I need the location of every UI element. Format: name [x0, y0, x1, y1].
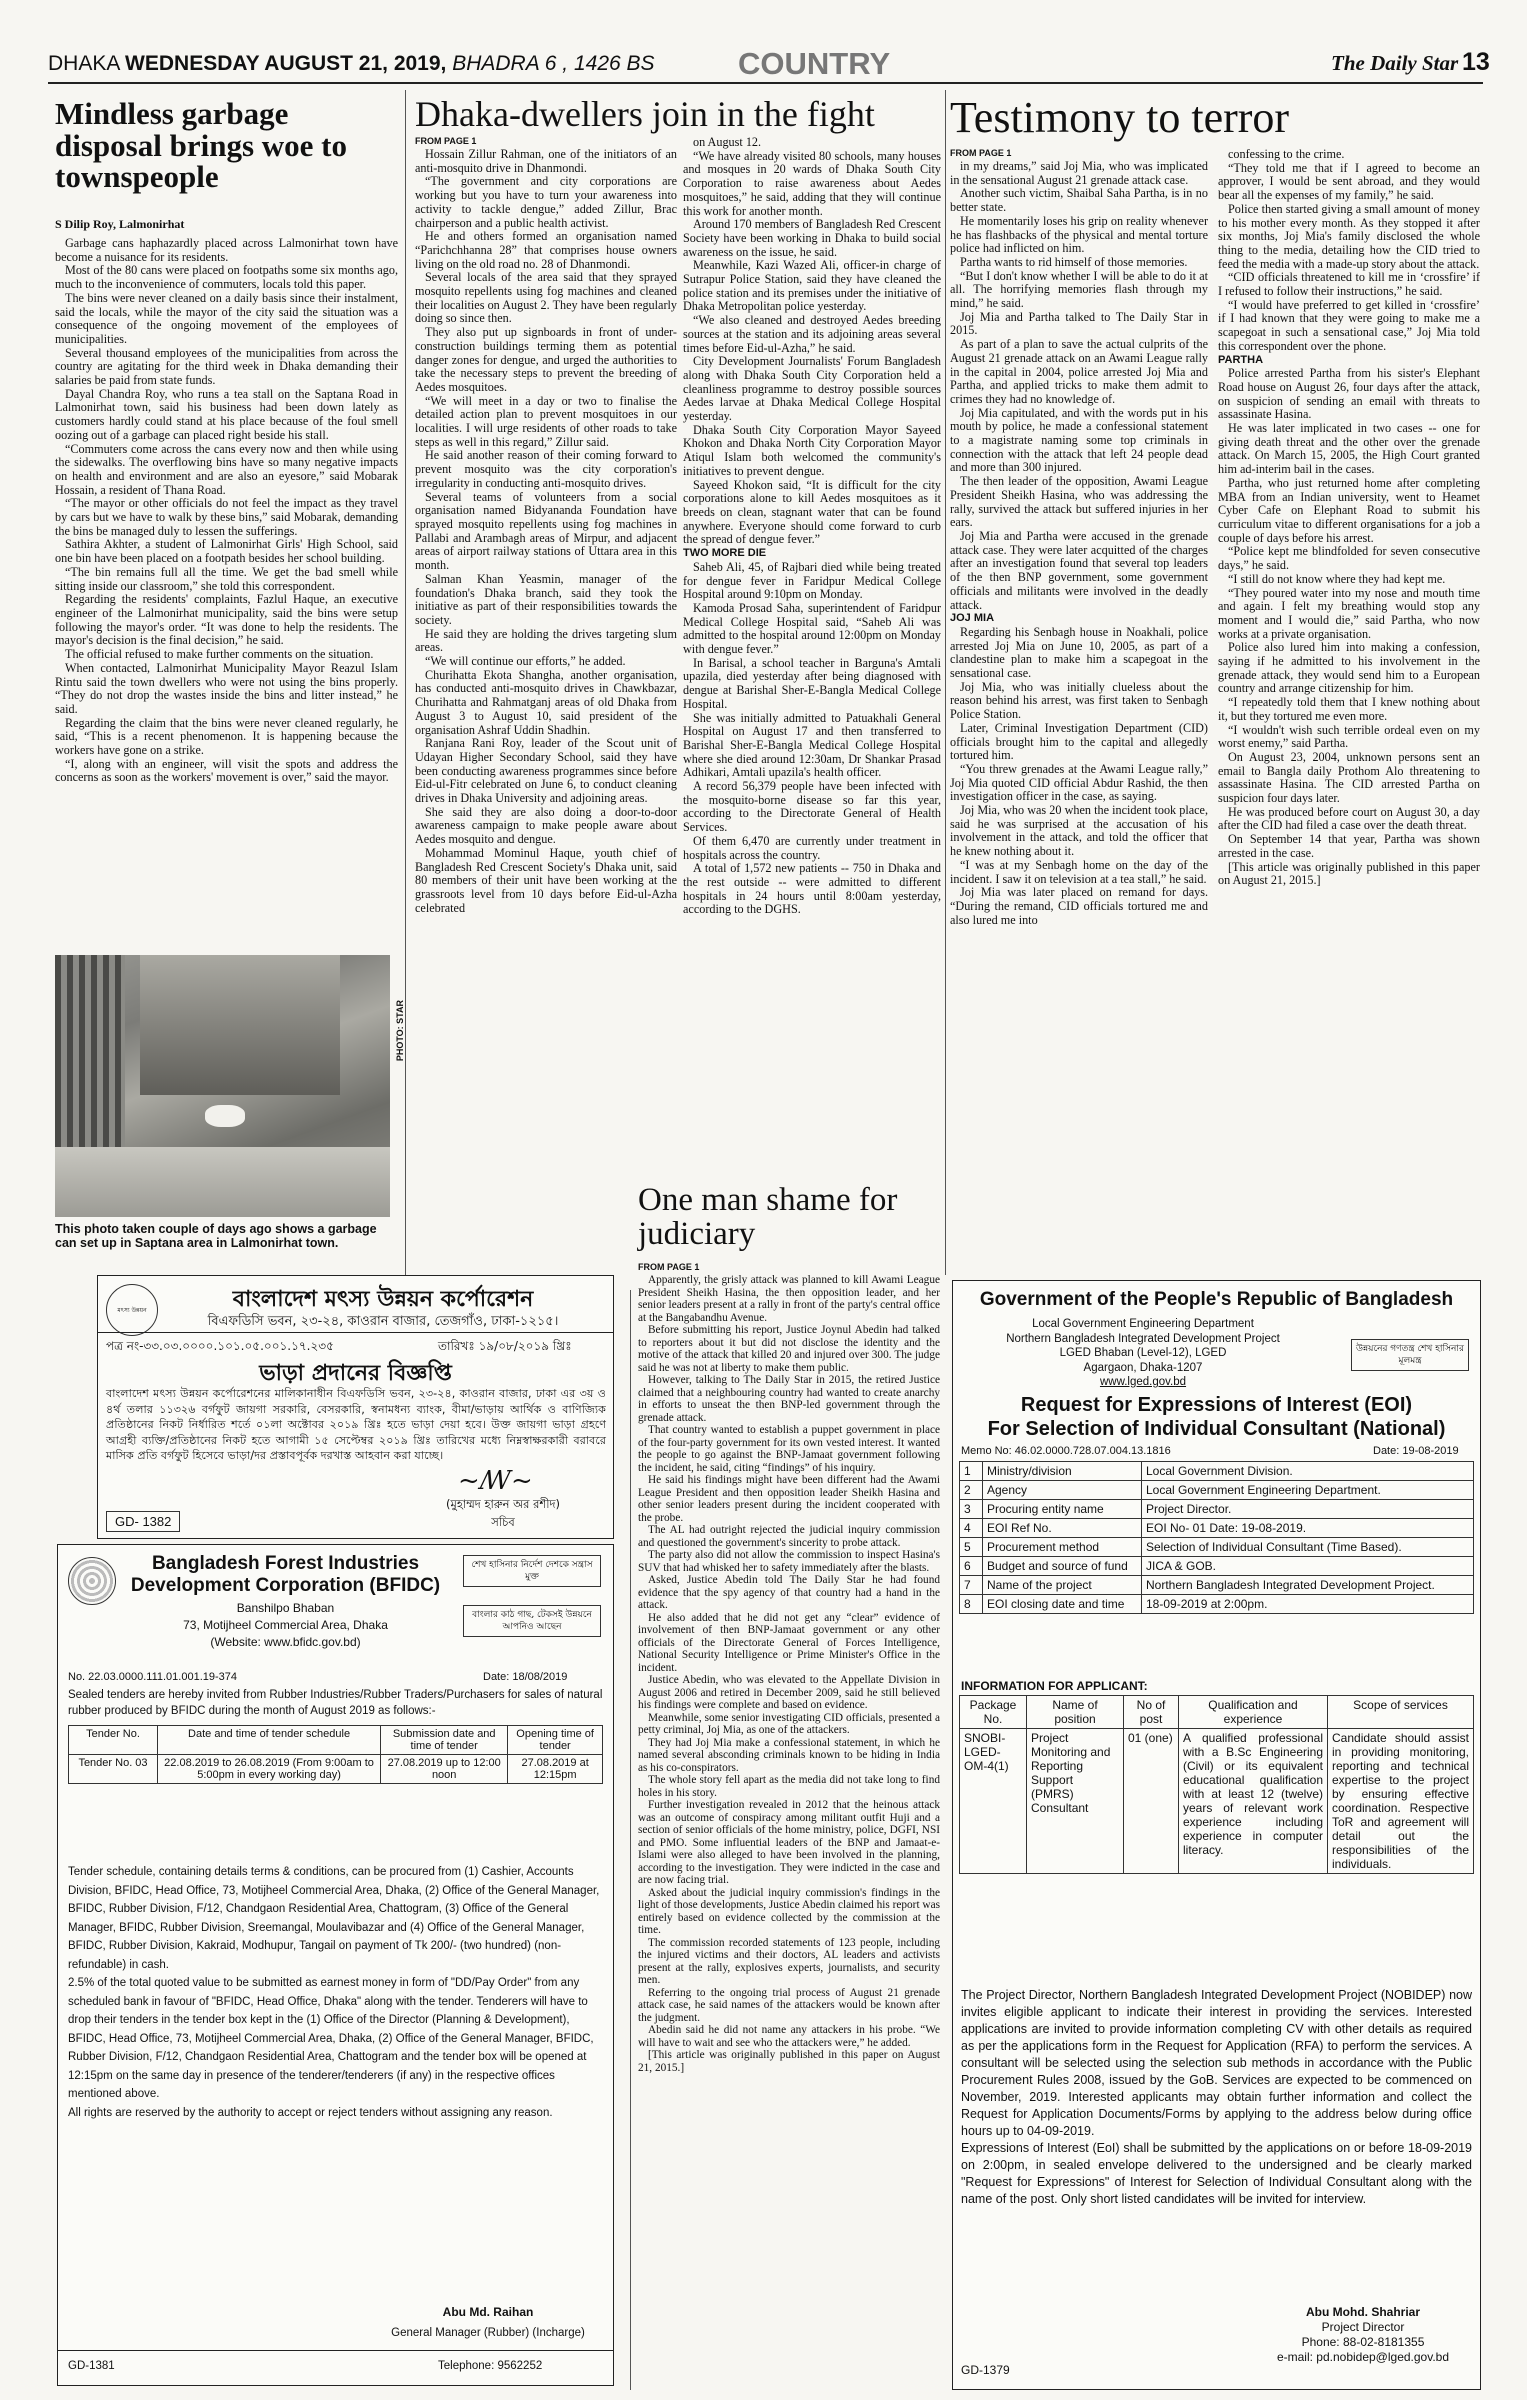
ad-memo: Memo No: 46.02.0000.728.07.004.13.1816: [961, 1445, 1171, 1457]
ad-body: The Project Director, Northern Bangladesh Integrated Development Project (NOBIDEP) now invites eligible applicant to indicate their interest in providing the services. Interested applications are invited to provide information completing CV with other details as required as per the applications form in the Request for Application (RFA) to perform the services. A consultant will be selected using the selection sub methods in accordance with the Public Procurement Rules 2008, issued by the GoB. Services are expected to be commenced on November, 2019. Interested applicants may obtain further information and collect the Request for Application Documents/Forms by applying to the address below during office hours up to 04-09-2019. Expressions of Interest (EoI) shall be submitted by the applications on or before 18-09-2019 on 2:00pm, in sealed envelope delivered to the undersigned and be clearly marked "Request for Expressions" of Interest for Selection of Individual Consultant along with the name of the post. Only short listed candidates will be invited for interview.: [961, 1988, 1472, 2206]
slogan-box: বাংলার কাঠ গাছ, টেকসই উন্নয়নে আপনিও আছেন: [463, 1605, 601, 1637]
table-row: 1 Ministry/division Local Government Division.: [960, 1462, 1474, 1481]
dateline: DHAKA WEDNESDAY AUGUST 21, 2019, BHADRA 6 , 1426 BS: [48, 52, 655, 75]
ad-date: Date: 18/08/2019: [483, 1671, 568, 1683]
ad-designation: সচিব: [491, 1515, 515, 1529]
gd-number: GD-1379: [961, 2363, 1010, 2377]
ad-signature-block: Abu Mohd. Shahriar Project Director Phone: 88-02-8181355 e-mail: pd.nobidep@lged.gov.bd: [1276, 2305, 1450, 2364]
article-body: Apparently, the grisly attack was planned to kill Awami League President Sheikh Hasina, the then opposition leader, and her senior leaders present at a rally in front of the party's central office at the Bangabandhu Avenue. Before submitting his report, Justice Joynul Abedin had talked to reporters about it but did not disclose the identity and the motive of the attack that killed 20 and injured over 300. The judge said he was not at liberty to make them public. However, talking to The Daily Star in 2015, the retired Justice claimed that a neighbouring country had wanted to create anarchy in efforts to unseat the then BNP-led government through the grenade attack. That country wanted to establish a puppet government in place of the four-party government for its own vested interest. It wanted the people to go against the BNP-Jamaat government following the incident, he said, citing “findings” of his inquiry. He said his findings might have been different had the Awami League President and then opposition leader Sheikh Hasina and other senior leaders present during the incident cooperated with the probe. The AL had outright rejected the judicial inquiry commission and questioned the government's sincerity to probe attack. The party also did not allow the commission to inspect Hasina's SUV that had whisked her to safety immediately after the blasts. Asked, Justice Abedin told The Daily Star he had found evidence that the spy agency of that country had a hand in the attack. He also added that he did not get any “clear” evidence of involvement of then BNP-Jamaat government or any other officials of the Directorate General of Forces Intelligence, National Security Intelligence or Prime Minister's Office in the incident. Justice Abedin, who was elevated to the Appellate Division in August 2006 and retired in December 2009, said he still believed his findings were complete and based on evidence. Meanwhile, some senior investigating CID officials, presented a petty criminal, Joj Mia, as one of the attackers. They had Joj Mia make a confessional statement, in which he named several absconding criminals known to be hiding in India as his co-conspirators. The whole story fell apart as the media did not take long to find holes in his story. Further investigation revealed in 2012 that the heinous attack was an outcome of conspiracy among militant outfit Huji and a section of senior officials of the home ministry, police, DGFI, NSI and PMO. Some influential leaders of the BNP and Jamaat-e-Islami were also alleged to have been involved in the planning, according to the investigation. They were indicted in the case and are now facing trial. Asked about the judicial inquiry commission's findings in the light of those developments, Justice Abedin claimed his report was entirely based on evidence collected by the commission at the time. The commission recorded statements of 123 people, including the injured victims and their doctors, AL leaders and activists present at the rally, explosives experts, journalists, and security men. Referring to the ongoing trial process of August 21 grenade attack case, he said names of the attackers would be known after the judgment. Abedin said he did not name any attackers in his probe. “We will have to wait and see who the attackers were,” he added. [This article was originally published in this paper on August 21, 2015.]: [638, 1274, 940, 2074]
ad-body: বাংলাদেশ মৎস্য উন্নয়ন কর্পোরেশনের মালিকানাধীন বিএফডিসি ভবন, ২৩-২৪, কাওরান বাজার, ঢাকা এর ৩য় ও ৪র্থ তলার ১১৩২৬ বর্গফুট জায়গা সরকারি, বেসরকারি, স্বনামধন্য ব্যাংক, বীমা/ভাড়ায় আর্থিক ও বাণিজ্যিক প্রতিষ্ঠানের নিকট নির্ধারিত শর্তে ০১লা অক্টোবর ২০১৯ খ্রিঃ হতে ভাড়া দেয়া হবে। উক্ত জায়গা ভাড়া গ্রহণে আগ্রহী ব্যক্তি/প্রতিষ্ঠানের নিকট হতে আগামী ১৫ সেপ্টেম্বর ২০১৯ খ্রিঃ তারিখের মধ্যে নিম্নস্বাক্ষরকারী বরাবরে মাসিক প্রতি বর্গফুট হিসেবে ভাড়া/দর প্রস্তাবপূর্বক দরখাস্ত আহবান করা যাচ্ছে।: [106, 1387, 606, 1462]
ad-memo: পত্র নং-৩৩.০৩.০০০০.১০১.০৫.০০১.১৭.২৩৫: [106, 1339, 334, 1353]
bfdc-logo: মৎস্য উন্নয়ন: [106, 1284, 158, 1336]
table-row: 3 Procuring entity name Project Director.: [960, 1500, 1474, 1519]
column-rule: [405, 90, 406, 1285]
ad-signer: (মুহাম্মদ হারুন অর রশীদ): [445, 1497, 561, 1511]
column-rule: [630, 1290, 631, 2390]
article-headline: One man shame for judiciary: [638, 1182, 898, 1252]
masthead-rule: [48, 82, 1483, 84]
ad-address: বিএফডিসি ভবন, ২৩-২৪, কাওরান বাজার, তেজগাঁও, ঢাকা-১২১৫।: [207, 1314, 559, 1329]
page-number: 13: [1462, 48, 1490, 76]
article-body: on August 12. “We have already visited 80 schools, many houses and mosques in 20 wards of Dhaka South City Corporation to raise awareness about Aedes mosquitoes,” he said, adding that they will continue this work for another month. Around 170 members of Bangladesh Red Crescent Society have been working in Dhaka to build social awareness on the issue, he said. Meanwhile, Kazi Wazed Ali, officer-in charge of Sutrapur Police Station, said they have cleaned the police station and its premises under the initiative of Dhaka Metropolitan police yesterday. “We also cleaned and destroyed Aedes breeding sources at the station and its adjoining areas several times before Eid-ul-Azha,” he said. City Development Journalists' Forum Bangladesh along with Dhaka South City Corporation held a cleanliness programme to destroy possible sources Aedes larvae at Dhaka Medical College Hospital yesterday. Dhaka South City Corporation Mayor Sayeed Khokon and Dhaka North City Corporation Mayor Atiqul Islam both welcomed the community's initiatives to prevent dengue. Sayeed Khokon said, “It is difficult for the city corporations alone to kill Aedes mosquitoes as it breeds on clean, stagnant water that can be found anywhere. Everyone should come forward to curb the spread of dengue fever.” TWO MORE DIE Saheb Ali, 45, of Rajbari died while being treated for dengue fever in Faridpur Medical College Hospital around 9:10pm on Monday. Kamoda Prosad Saha, superintendent of Faridpur Medical College Hospital said, “Saheb Ali was admitted to the hospital around 12:00pm on Monday with dengue fever.” In Barisal, a school teacher in Barguna's Amtali upazila, died yesterday after being diagnosed with dengue at Barishal Sher-E-Bangla Medical College Hospital. She was initially admitted to Patuakhali General Hospital on August 17 and then transferred to Barishal Sher-E-Bangla Medical College Hospital where she died around 12:30am, Dr Shankar Prasad Adhikari, Amtali upazila's health officer. A record 56,379 people have been infected with the mosquito-borne disease so far this year, according to the Directorate General of Health Services. Of them 6,470 are currently under treatment in hospitals across the country. A total of 1,572 new patients -- 750 in Dhaka and the rest outside -- were admitted to different hospitals in 24 hours until 8:00am yesterday, according to the DGHS.: [683, 136, 941, 917]
article-photo: [55, 955, 390, 1217]
gd-number: GD- 1382: [106, 1511, 180, 1532]
position-table: [959, 1695, 1474, 1874]
article-headline: Mindless garbage disposal brings woe to townspeople: [55, 96, 347, 195]
article-byline: S Dilip Roy, Lalmonirhat: [55, 217, 185, 231]
ad-designation: General Manager (Rubber) (Incharge): [391, 2327, 585, 2339]
tender-table: [68, 1725, 603, 1784]
article-jump: FROM PAGE 1: [415, 136, 477, 146]
article-jump: FROM PAGE 1: [950, 148, 1012, 158]
table-row: 7 Name of the project Northern Bangladesh Integrated Development Project.: [960, 1576, 1474, 1595]
ad-intro: Sealed tenders are hereby invited from Rubber Industries/Rubber Traders/Purchasers for sales of natural rubber produced by BFIDC during the month of August 2019 as follows:-: [68, 1689, 603, 1717]
ad-date: তারিখঃ ১৯/০৮/২০১৯ খ্রিঃ: [438, 1339, 572, 1353]
table-row: 2 Agency Local Government Engineering Department.: [960, 1481, 1474, 1500]
table-header-row: Package No. Name of position No of post Qualification and experience Scope of services: [960, 1696, 1474, 1729]
masthead: [48, 42, 1490, 82]
gd-number: GD-1381: [68, 2360, 115, 2372]
ad-body: Tender schedule, containing details terms & conditions, can be procured from (1) Cashier, Accounts Division, BFIDC, Head Office, 73, Motijheel Commercial Area, Dhaka, (2) Office of the General Manager, BFIDC, Rubber Division, F/12, Chandgaon Residential Area, Chattogram, (3) Office of the General Manager, BFIDC, Rubber Division, Sreemangal, Moulavibazar and (4) Office of the General Manager, BFIDC, Rubber Division, Kakraid, Modhupur, Tangail on payment of Tk 200/- (two hundred) (non-refundable) in cash. 2.5% of the total quoted value to be submitted as earnest money in form of "DD/Pay Order" from any scheduled bank in favour of "BFIDC, Head Office, Dhaka" along with the tender. Tenderers will have to drop their tenders in the tender box kept in the (1) Office of the Director (Planning & Development), BFIDC, Head Office, 73, Motijheel Commercial Area, Dhaka, (2) Office of the General Manager, BFIDC, Rubber Division, F/12, Chandgaon Residential Area, Chattogram and the tender box will be opened at 12:15pm on the same day in presence of the tenderer/tenderers (if any) in the respective offices mentioned above. All rights are reserved by the authority to accept or reject tenders without assigning any reason.: [68, 1866, 600, 2119]
ad-bfdc-rent-notice: [97, 1275, 614, 1539]
slogan-box: উন্নয়নের গণতন্ত্র শেখ হাসিনার মূলমন্ত্র: [1351, 1339, 1469, 1371]
info-header: INFORMATION FOR APPLICANT:: [961, 1679, 1148, 1693]
column-rule: [945, 90, 946, 1275]
ad-title: Bangladesh Forest Industries Development Corporation (BFIDC): [130, 1553, 441, 1596]
section-label: COUNTRY: [738, 46, 891, 81]
ad-signer: Abu Md. Raihan: [442, 2305, 534, 2319]
ad-address: Local Government Engineering Department Northern Bangladesh Integrated Development Project LGED Bhaban (Level-12), LGED Agargaon, Dhaka-1207 www.lged.gov.bd: [1006, 1318, 1280, 1388]
table-row: Tender No. 03 22.08.2019 to 26.08.2019 (From 9:00am to 5:00pm in every working day) 27.08.2019 up to 12:00 noon 27.08.2019 at 12:15pm: [69, 1755, 603, 1784]
ad-title: Government of the People's Republic of Bangladesh: [979, 1289, 1454, 1310]
eoi-table: [959, 1461, 1474, 1614]
ad-phone: Telephone: 9562252: [438, 2360, 543, 2372]
table-row: 8 EOI closing date and time 18-09-2019 at 2:00pm.: [960, 1595, 1474, 1614]
table-row: 6 Budget and source of fund JICA & GOB.: [960, 1557, 1474, 1576]
ad-lged-eoi: [952, 1280, 1481, 2390]
article-headline: Testimony to terror: [950, 93, 1290, 142]
subhead: PARTHA: [1218, 353, 1264, 366]
photo-caption: This photo taken couple of days ago shows a garbage can set up in Saptana area in Lalmonirhat town.: [55, 1222, 377, 1250]
ad-title: বাংলাদেশ মৎস্য উন্নয়ন কর্পোরেশন: [232, 1287, 534, 1312]
ad-memo: No. 22.03.0000.111.01.001.19-374: [68, 1671, 238, 1683]
table-row: 4 EOI Ref No. EOI No- 01 Date: 19-08-2019.: [960, 1519, 1474, 1538]
article-jump: FROM PAGE 1: [638, 1262, 700, 1272]
paper-logo: The Daily Star: [1331, 51, 1459, 75]
subhead: JOJ MIA: [950, 612, 995, 625]
ad-date: Date: 19-08-2019: [1373, 1445, 1459, 1457]
table-header-row: Tender No. Date and time of tender schedule Submission date and time of tender Opening time of tender: [69, 1726, 603, 1755]
article-body: confessing to the crime. “They told me that if I agreed to become an approver, I would be sent abroad, and they would bear all the expenses of my family,” he said. Police then started giving a small amount of money to his mother every month. As they stopped it after six months, Joj Mia's family disclosed the whole thing to the media, detailing how the CID tried to feed the media with a made-up story about the attack. “CID officials threatened to kill me in ‘crossfire’ if I refused to follow their instructions,” he said. “I would have preferred to get killed in ‘crossfire’ if I had known that they were going to make me a scapegoat in such a sensational case,” Joj Mia told this correspondent over the phone. PARTHA Police arrested Partha from his sister's Elephant Road house on August 26, four days after the attack, on suspicion of sending an email with threats to assassinate Hasina. He was later implicated in two cases -- one for giving death threat and the other over the grenade attack. On March 15, 2005, the High Court granted him ad-interim bail in the cases. Partha, who just returned home after completing MBA from an Indian university, went to Heamet Cyber Cafe on Elephant Road to submit his curriculum vitae to different organisations for a job a couple of days before his arrest. “Police kept me blindfolded for seven consecutive days,” he said. “I still do not know where they had kept me. “They poured water into my nose and mouth time and again. I felt my breathing would stop any moment and I would die,” said Partha, who now works at a private organisation. Police also lured him into making a confession, saying if he admitted to his involvement in the grenade attack, they would send him to a European country and arrange citizenship for him. “I repeatedly told them that I knew nothing about it, but they tortured me even more. “I wouldn't wish such terrible ordeal even on my worst enemy,” said Partha. On August 23, 2004, unknown persons sent an email to Bangla daily Prothom Alo threatening to assassinate Hasina. The CID arrested Partha on suspicion four days later. He was produced before court on August 30, a day after the CID had filed a case over the death threat. On September 14 that year, Partha was shown arrested in the case. [This article was originally published in this paper on August 21, 2015.]: [1218, 148, 1480, 888]
subhead: TWO MORE DIE: [683, 547, 767, 560]
slogan-box: শেখ হাসিনার নির্দেশ দেশকে সন্ত্রাস মুক্ত: [463, 1555, 601, 1587]
ad-request-title: Request for Expressions of Interest (EOI) For Selection of Individual Consultant (National): [987, 1394, 1446, 1440]
signature: ~ꟿ~: [458, 1466, 533, 1496]
article-body: Garbage cans haphazardly placed across Lalmonirhat town have become a nuisance for its residents. Most of the 80 cans were placed on footpaths some six months ago, much to the inconvenience of commuters, locals told this paper. The bins were never cleaned on a daily basis since their instalment, said the locals, while the mayor of the city said the situation was a consequence of the ongoing movement of the employees of municipalities. Several thousand employees of the municipalities from across the country are agitating for the third week in Dhaka demanding their salaries be paid from state funds. Dayal Chandra Roy, who runs a tea stall on the Saptana Road in Lalmonirhat town, said his business had been down lately as customers hardly could stand at his place because of the foul smell oozing out of a garbage can placed right beside his stall. “Commuters come across the cans every now and then while using the sidewalks. The overflowing bins have so many negative impacts on health and environment and are also an eyesore,” said Mobarak Hossain, a resident of Thana Road. “The mayor or other officials do not feel the impact as they travel by cars but we have to walk by these bins,” said Mobarak, demanding the bins be managed duly to lessen the sufferings. Sathira Akhter, a student of Lalmonirhat Girls' High School, said one bin have been placed on a footpath besides her school building. “The bin remains full all the time. We get the bad smell while sitting inside our classroom,” she told this correspondent. Regarding the residents' complaints, Fazlul Haque, an executive engineer of the Lalmonirhat municipality, said the bins were setup following the mayor's order. “It was done to help the residents. The mayor's decision is the final decision,” he said. The official refused to make further comments on the situation. When contacted, Lalmonirhat Municipality Mayor Reazul Islam Rintu said the town dwellers who were not using the bins properly. “They do not drop the wastes inside the bins and litter instead,” he said. Regarding the claim that the bins were never cleaned regularly, he said, “This is a recent phenomenon. It is happening because the workers have gone on a strike. “I, along with an engineer, will visit the spots and address the concerns as soon as the workers' movement is over,” said the mayor.: [55, 237, 398, 785]
ad-notice-title: ভাড়া প্রদানের বিজ্ঞপ্তি: [259, 1361, 452, 1386]
bfidc-logo: [68, 1557, 116, 1605]
article-headline: Dhaka-dwellers join in the fight: [415, 94, 875, 134]
article-body: in my dreams,” said Joj Mia, who was implicated in the sensational August 21 grenade attack case. Another such victim, Shaibal Saha Partha, is in no better state. He momentarily loses his grip on reality whenever he has flashbacks of the physical and mental torture police had inflicted on him. Partha wants to rid himself of those memories. “But I don't know whether I will be able to do it at all. The horrifying memories flash through my mind,” he said. Joj Mia and Partha talked to The Daily Star in 2015. As part of a plan to save the actual culprits of the August 21 grenade attack on an Awami League rally in the capital in 2004, police arrested Joj Mia and Partha, and applied tricks to make them admit to crimes they had no knowledge of. Joj Mia capitulated, and with the words put in his mouth by police, he made a confessional statement to a magistrate naming some top criminals in connection with the attack that left 24 people dead and more than 300 injured. The then leader of the opposition, Awami League President Sheikh Hasina, who was addressing the rally, survived the attack but suffered injuries in her ears. Joj Mia and Partha were accused in the grenade attack case. They were later acquitted of the charges after an investigation found that several top leaders of the then BNP government, some government officials and militants were involved in the deadly attack. JOJ MIA Regarding his Senbagh house in Noakhali, police arrested Joj Mia on June 10, 2005, as part of a clandestine plan to make him a scapegoat in the sensational case. Joj Mia, who was initially clueless about the reason behind his arrest, was first taken to Senbagh Police Station. Later, Criminal Investigation Department (CID) officials brought him to the capital and allegedly tortured him. “You threw grenades at the Awami League rally,” Joj Mia quoted CID official Abdur Rashid, the then investigation officer in the case, as saying. Joj Mia, who was 20 when the incident took place, said he was surprised at the accusation of his involvement in the attack, and told the officer that he knew nothing about it. “I was at my Senbagh home on the day of the incident. I saw it on television at a tea stall,” he said. Joj Mia was later placed on remand for days. “During the remand, CID officials tortured me and also lured me into: [950, 160, 1208, 927]
article-body: Hossain Zillur Rahman, one of the initiators of an anti-mosquito drive in Dhanmondi. “The government and city corporations are working but you have to turn your awareness into activity to tackle dengue,” added Zillur, Brac chairperson and a public health activist. He and others formed an organisation named “Parichchhanna 28” that comprises house owners living on the old road no. 28 of Dhanmondi. Several locals of the area said that they sprayed mosquito repellents using fog machines and cleaned their localities on August 2. They have been regularly doing so since then. They also put up signboards in front of under-construction buildings terming them as potential danger zones for dengue, and urged the authorities to take the necessary steps to prevent the breeding of Aedes mosquitoes. “We will meet in a day or two to finalise the detailed action plan to prevent mosquitoes in our localities. I will urge residents of other roads to take steps as well in this regard,” Zillur said. He said another reason of their coming forward to prevent mosquito was the city corporation's irregularity in conducting anti-mosquito drives. Several teams of volunteers from a social organisation named Bidyananda Foundation have sprayed mosquito repellents using fog machines in Pallabi and Arambagh areas of Mirpur, and adjacent areas of airport railway stations of Uttara area in this month. Salman Khan Yeasmin, manager of the foundation's Dhaka branch, said they took the initiative as part of their responsibilities towards the society. He said they are holding the drives targeting slum areas. “We will continue our efforts,” he added. Churihatta Ekota Shangha, another organisation, has conducted anti-mosquito drives in Chawkbazar, Churihatta and Rahmatganj areas of old Dhaka from August 3 to August 10, said president of the organisation Ashraf Uddin Shadhin. Ranjana Rani Roy, leader of the Scout unit of Udayan Higher Secondary School, said they have been conducting awareness programmes since before Eid-ul-Fitr celebrated on June 6, to conduct cleaning drives in Dhaka University and adjoining areas. She said they are also doing a door-to-door awareness campaign to make people aware about Aedes mosquito and dengue. Mohammad Mominul Haque, youth chief of Bangladesh Red Crescent Society's Dhaka unit, said 80 members of their unit have been working at the grassroots level from 10 days before Eid-ul-Azha celebrated: [415, 148, 677, 915]
table-row: SNOBI-LGED-OM-4(1) Project Monitoring and Reporting Support (PMRS) Consultant 01 (one) A qualified professional with a B.Sc Engineering (Civil) or its equivalent educational qualification with at least 12 (twelve) years of relevant work experience including experience in computer literacy. Candidate should assist in providing monitoring, reporting and technical expertise to the project by ensuring effective coordination. Respective ToR and agreement will detail out the responsibilities of the individuals.: [960, 1729, 1474, 1874]
photo-credit: PHOTO: STAR: [395, 1000, 405, 1062]
table-row: 5 Procurement method Selection of Individual Consultant (Time Based).: [960, 1538, 1474, 1557]
ad-bfidc-tender: [57, 1544, 614, 2386]
ad-address: Banshilpo Bhaban 73, Motijheel Commercial Area, Dhaka (Website: www.bfidc.gov.bd): [183, 1601, 388, 1649]
